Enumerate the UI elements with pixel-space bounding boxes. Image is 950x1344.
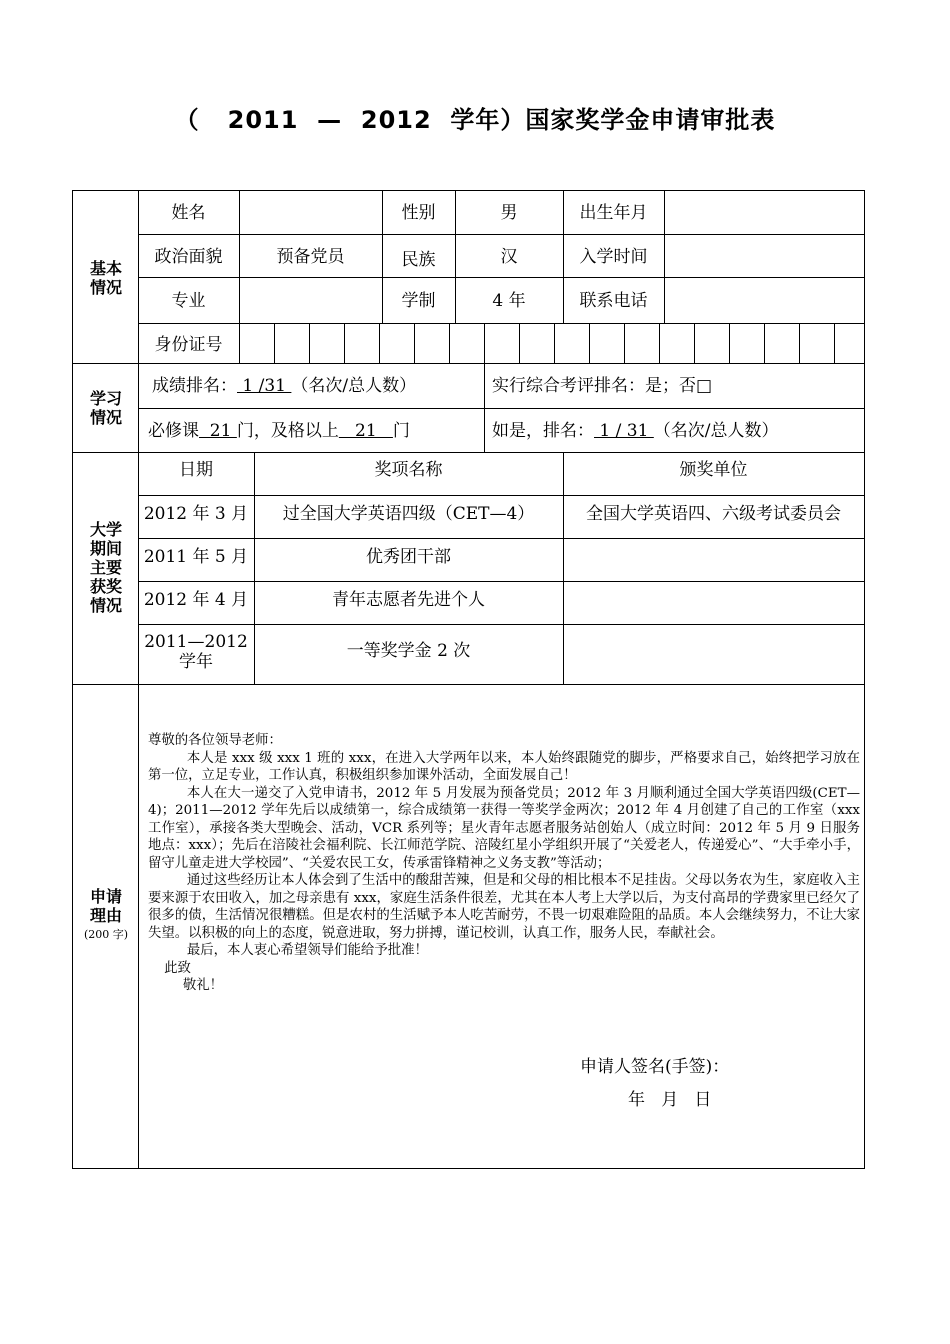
id-box-divider (414, 323, 415, 363)
political-label: 政治面貌 (154, 247, 223, 267)
required-mid: 门，及格以上 (236, 421, 339, 441)
rank-value[interactable]: 1 /31 (237, 376, 292, 396)
row-divider (138, 495, 865, 496)
row-divider (138, 277, 865, 278)
table-border-right (864, 190, 865, 1169)
gender-value[interactable]: 男 (500, 203, 518, 223)
table-border-top (72, 190, 865, 191)
reason-closing: 敬礼！ (182, 978, 223, 993)
award-date: 2012 年 4 月 (143, 590, 249, 610)
id-box-divider (519, 323, 520, 363)
id-box-divider (694, 323, 695, 363)
ethnic-value[interactable]: 汉 (500, 247, 518, 267)
rank-suffix: （名次/总人数） (291, 376, 417, 396)
phone-label: 联系电话 (579, 291, 648, 311)
id-box-divider (589, 323, 590, 363)
reason-note: (200 字) (83, 928, 129, 941)
reason-greeting: 尊敬的各位领导老师： (148, 733, 282, 748)
award-date: 2012 年 3 月 (143, 504, 249, 524)
application-reason-text (148, 732, 860, 995)
birth-label: 出生年月 (579, 203, 648, 223)
section-divider (72, 452, 865, 453)
section-label-reason (80, 887, 132, 944)
awards-header-name: 奖项名称 (374, 460, 443, 480)
reason-closing: 此致 (164, 960, 191, 976)
reason-paragraph: 本人在大一递交了入党申请书，2012 年 5 月发展为预备党员；2012 年 3 月顺利通过全国大学英语四级(CET—4)；2011—2012 学年先后以成绩第一，综合成绩第一获得一等奖学金两次；2012 年 4 月创建了自己的工作室（xxx 工作室），承接各类大型晚会、活动，VCR 系列等；星火青年志愿者服务站创始人（成立时间：2012 年 5 月 9 日服务地点：xxx）；先后在涪陵社会福利院、长江师范学院、涪陵红星小学组织开展了“关爱老人，传递爱心”、“大手牵小手，留守儿童走进大学校园”、“关爱农民工女，传承雷锋精神之义务支教”等活动； (148, 785, 860, 871)
table-border-bottom (72, 1168, 865, 1169)
award-name: 青年志愿者先进个人 (332, 590, 485, 610)
id-box-divider (274, 323, 275, 363)
reason-paragraph: 本人是 xxx 级 xxx 1 班的 xxx，在进入大学两年以来，本人始终跟随党的脚步，严格要求自己，始终把学习放在第一位，立足专业，工作认真，积极组织参加课外活动，全面发展自己！ (148, 750, 860, 783)
eval-rank-field (492, 421, 779, 441)
section-divider (72, 363, 865, 364)
row-divider (138, 408, 865, 409)
id-box-divider (379, 323, 380, 363)
rank-prefix: 成绩排名： (152, 376, 237, 396)
id-box-divider (799, 323, 800, 363)
row-divider (138, 538, 865, 539)
eval-rank-value[interactable]: 1 / 31 (594, 421, 654, 441)
enroll-label: 入学时间 (579, 247, 648, 267)
duration-value[interactable]: 4 年 (492, 291, 526, 311)
awards-header-date: 日期 (179, 460, 213, 480)
awards-header-org: 颁奖单位 (679, 460, 748, 480)
table-border-left (72, 190, 73, 1169)
id-box-divider (729, 323, 730, 363)
award-name: 过全国大学英语四级（CET—4） (282, 504, 535, 524)
id-box-divider (834, 323, 835, 363)
id-box-divider (484, 323, 485, 363)
id-number-label: 身份证号 (154, 335, 223, 355)
reason-paragraph: 最后，本人衷心希望领导们能给予批准！ (186, 943, 428, 958)
award-date: 2011—2012 学年 (144, 632, 248, 672)
required-courses-field (148, 421, 410, 441)
id-box-divider (624, 323, 625, 363)
signature-date[interactable]: 年 月 日 (628, 1090, 712, 1110)
required-suffix: 门 (392, 421, 410, 441)
award-name: 优秀团干部 (366, 547, 451, 567)
section-label-study: 学习 情况 (89, 389, 122, 427)
award-name: 一等奖学金 2 次 (346, 641, 471, 661)
row-divider (138, 624, 865, 625)
id-box-divider (764, 323, 765, 363)
political-value[interactable]: 预备党员 (276, 247, 345, 267)
duration-label: 学制 (401, 291, 436, 311)
passed-count[interactable]: 21 (338, 421, 393, 441)
name-label: 姓名 (171, 203, 206, 223)
application-form (72, 190, 865, 1169)
page-title: （ 2011 — 2012 学年）国家奖学金申请审批表 (174, 106, 776, 134)
row-divider (138, 234, 865, 235)
eval-rank-suffix: （名次/总人数） (653, 421, 779, 441)
row-divider (138, 323, 865, 324)
reason-paragraph: 通过这些经历让本人体会到了生活中的酸甜苦辣，但是和父母的相比根本不足挂齿。父母以务农为生，家庭收入主要来源于农田收入，加之母亲患有 xxx，家庭生活条件很差，尤其在本人考上大学以后，为支付高昂的学费家里已经欠了很多的债，生活情况很糟糕。但是农村的生活赋予本人吃苦耐劳，不畏一切艰难险阻的品质。本人会继续努力，不让大家失望。以积极的向上的态度，锐意进取，努力拼搏，谨记校训，认真工作，服务人民，奉献社会。 (148, 873, 860, 941)
section-label-basic: 基本 情况 (89, 259, 122, 297)
id-box-divider (659, 323, 660, 363)
row-divider (138, 581, 865, 582)
comprehensive-eval[interactable]: 实行综合考评排名：是；否□ (492, 376, 713, 396)
col-divider (664, 190, 665, 323)
id-box-divider (344, 323, 345, 363)
id-box-divider (309, 323, 310, 363)
section-divider (72, 684, 865, 685)
major-label: 专业 (171, 291, 206, 311)
award-date: 2011 年 5 月 (143, 547, 249, 567)
required-prefix: 必修课 (148, 421, 199, 441)
id-box-divider (554, 323, 555, 363)
ethnic-label: 民族 (401, 250, 436, 270)
award-org: 全国大学英语四、六级考试委员会 (586, 504, 841, 524)
col-divider (563, 452, 564, 684)
gender-label: 性别 (401, 203, 436, 223)
section-label-awards: 大学 期间 主要 获奖 情况 (89, 520, 122, 615)
rank-field (152, 376, 416, 396)
required-count[interactable]: 21 (199, 421, 237, 441)
id-box-divider (449, 323, 450, 363)
col-divider (484, 363, 485, 452)
reason-label-text: 申请 理由 (89, 887, 122, 925)
eval-rank-prefix: 如是，排名： (492, 421, 594, 441)
applicant-signature[interactable]: 申请人签名(手签)： (580, 1057, 730, 1077)
id-box-divider (239, 323, 240, 363)
